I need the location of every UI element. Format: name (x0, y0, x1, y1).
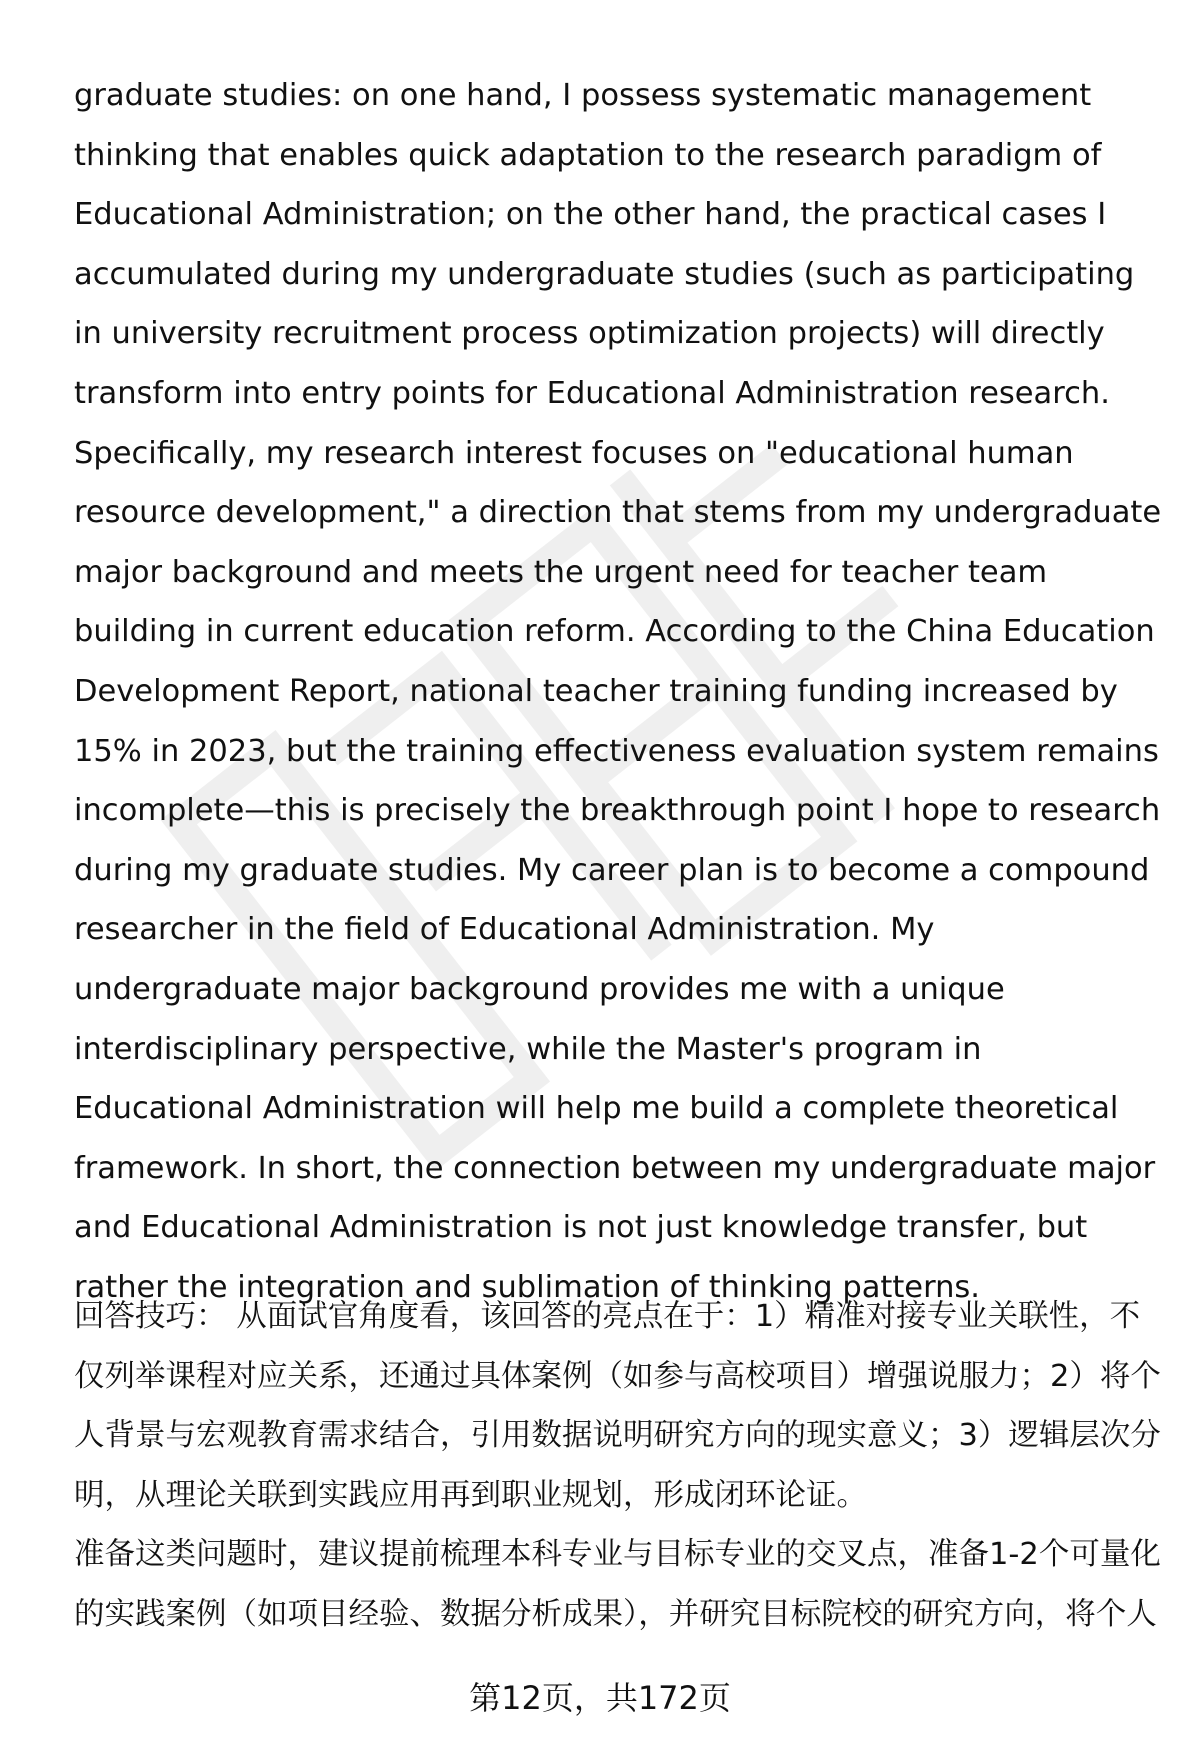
page-number-footer: 第12页，共172页 (469, 1679, 731, 1717)
answer-tips-section (74, 1287, 1164, 1645)
answer-tips-text: 从面试官角度看，该回答的亮点在于：1）精准对接专业关联性，不仅列举课程对应关系，还通过具体案例（如参与高校项目）增强说服力；2）将个人背景与宏观教育需求结合，引用数据说明研究方向的现实意义；3）逻辑层次分明，从理论关联到实践应用再到职业规划，形成闭环论证。 (74, 1299, 1161, 1513)
preparation-advice-paragraph: 准备这类问题时，建议提前梳理本科专业与目标专业的交叉点，准备1-2个可量化的实践案例（如项目经验、数据分析成果），并研究目标院校的研究方向，将个人 (74, 1537, 1161, 1632)
answer-tips-label: 回答技巧： (74, 1299, 227, 1334)
answer-tips-paragraph (74, 1287, 1164, 1525)
essay-paragraph: graduate studies: on one hand, I possess systematic management thinking that enables quick adaptation to the research paradigm of Educational Administration; on the other hand, the practical cases I accumulated during my undergraduate studies (such as participating in university recruitment process optimization projects) will directly transform into entry points for Educational Administration research. Specifically, my research interest focuses on "educational human resource development," a direction that stems from my undergraduate major background and meets the urgent need for teacher team building in current education reform. According to the China Education Development Report, national teacher training funding increased by 15% in 2023, but the training effectiveness evaluation system remains incomplete—this is precisely the breakthrough point I hope to research during my graduate studies. My career plan is to become a compound researcher in the field of Educational Administration. My undergraduate major background provides me with a unique interdisciplinary perspective, while the Master's program in Educational Administration will help me build a complete theoretical framework. In short, the connection between my undergraduate major and Educational Administration is not just knowledge transfer, but rather the integration and sublimation of thinking patterns. (74, 78, 1162, 1305)
